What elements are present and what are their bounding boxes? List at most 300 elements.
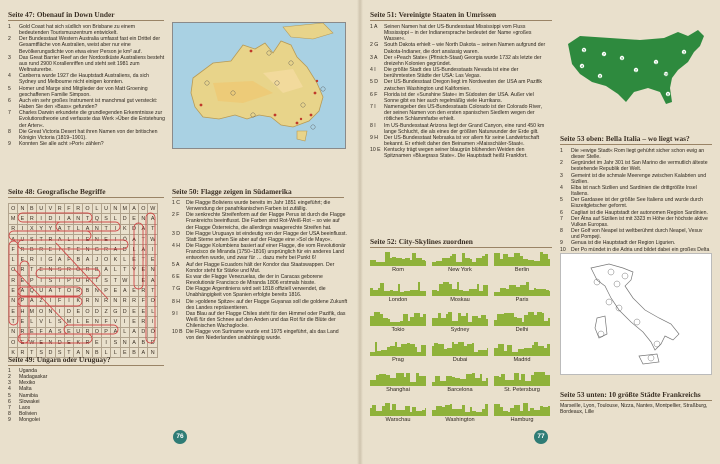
item-text: Genua ist die Hauptstadt der Region Ligurien. — [571, 240, 676, 247]
item-number: 6 F — [370, 91, 378, 98]
skyline-silhouette — [432, 400, 488, 416]
grid-cell: R — [18, 245, 27, 255]
svg-text:4: 4 — [581, 64, 583, 69]
grid-cell: S — [55, 348, 64, 358]
grid-cell: L — [92, 204, 101, 214]
grid-cell: E — [18, 255, 27, 265]
grid-cell: Y — [46, 224, 55, 234]
grid-cell: R — [74, 204, 83, 214]
grid-cell: N — [92, 286, 101, 296]
item-text: Der Golf von Neapel ist weltberühmt durch Neapel, Vesuv und Pompeji. — [571, 228, 703, 241]
skyline-city-label: Moskau — [450, 297, 470, 303]
grid-cell: K — [9, 348, 18, 358]
grid-cell: R — [83, 337, 92, 347]
item-text: Bolivien — [19, 411, 38, 418]
grid-cell: I — [111, 224, 120, 234]
grid-cell: A — [139, 245, 148, 255]
item-number: 4 H — [172, 243, 180, 250]
item-text: Der Bundesstaat Western Australia umfasst fast ein Drittel der Gesamtfläche von Australien, weist aber nur eine Bevölkerungsdichte von etwa einer Person je km² auf. — [19, 36, 161, 55]
grid-cell: E — [129, 286, 138, 296]
grid-cell: W — [148, 234, 158, 244]
grid-cell: T — [139, 255, 148, 265]
grid-cell: Z — [101, 306, 110, 316]
list-item — [370, 92, 550, 104]
item-text: Auch ein sehr großes Instrument ist manchmal gut versteckt: Haben Sie den »Bass« gefunden? — [19, 97, 158, 111]
grid-cell: I — [37, 214, 46, 224]
grid-cell: F — [64, 204, 73, 214]
list-item — [8, 129, 165, 141]
grid-cell: I — [74, 234, 83, 244]
item-number: 5 A — [172, 261, 180, 268]
grid-cell: I — [64, 296, 73, 306]
item-number: 1 — [8, 368, 11, 374]
grid-cell: W — [120, 276, 129, 286]
grid-cell: B — [27, 204, 36, 214]
grid-cell: B — [129, 348, 138, 358]
grid-cell: E — [129, 317, 138, 327]
grid-cell: O — [139, 204, 148, 214]
grid-cell: G — [111, 306, 120, 316]
list-item — [8, 110, 165, 128]
grid-cell: Y — [37, 224, 46, 234]
italy-map-graphic — [561, 254, 711, 374]
section-title-51: Seite 51: Vereinigte Staaten in Umrissen — [370, 10, 497, 19]
grid-cell: N — [148, 348, 158, 358]
item-number: 8 — [8, 128, 11, 135]
grid-cell: O — [101, 255, 110, 265]
grid-cell: A — [64, 214, 73, 224]
item-number: 4 — [560, 184, 563, 191]
item-number: 5 — [8, 85, 11, 92]
grid-cell: K — [120, 224, 129, 234]
grid-cell: T — [64, 224, 73, 234]
item-text: Cagliari ist die Hauptstadt der autonomen Region Sardinien. — [571, 209, 708, 216]
australia-map — [172, 22, 346, 149]
skyline-silhouette — [432, 250, 488, 266]
item-number: 9 — [8, 417, 11, 424]
grid-cell: E — [120, 348, 129, 358]
item-text: Es war die Flagge Venezuelas, die der in Caracas geborene Revolutionär Francisco de Miranda 1806 erstmals hisste. — [186, 273, 323, 287]
item-text: Der Po mündet in die Adria und bildet dabei ein großes Delta — [571, 246, 710, 253]
item-text: Namensgeber des US-Bundesstaats Colorado ist der Colorado River, der seinen Namen von den ersten spanischen Siedlern wegen der rötlichen Schlammfarbe erhielt. — [384, 104, 543, 123]
grid-cell: N — [74, 214, 83, 224]
item-text: Die Flagge Boliviens wurde bereits im Jahr 1851 eingeführt; die Verwendung der panafrikanischen Farben ist zufällig. — [186, 200, 331, 213]
item-text: Das Great Barrier Reef an der Nordostküste Australiens besteht aus rund 2900 Korallenriffen und steht seit 1981 zum Weltnaturerbe. — [19, 54, 165, 74]
item-number: 5 — [8, 392, 11, 399]
skyline-city-label: Paris — [515, 297, 529, 303]
grid-cell: O — [9, 265, 18, 275]
grid-cell: E — [37, 337, 46, 347]
grid-cell: D — [139, 327, 148, 337]
grid-cell: S — [111, 337, 120, 347]
grid-cell: Z — [37, 296, 46, 306]
grid-cell: Q — [92, 214, 101, 224]
skyline-silhouette — [370, 280, 426, 296]
grid-cell: E — [9, 306, 18, 316]
grid-cell: R — [9, 224, 18, 234]
skyline-silhouette — [432, 340, 488, 356]
divider — [8, 197, 164, 198]
item-text: Der »Peach State« (Pfirsich-Staat) Georgia wurde 1732 als letzte der dreizehn Kolonien gegründet. — [384, 54, 542, 67]
skyline-city-label: Sydney — [450, 327, 470, 333]
svg-text:8: 8 — [599, 74, 601, 79]
skyline-city-label: London — [388, 297, 408, 303]
grid-cell: T — [92, 276, 101, 286]
grid-cell: N — [83, 245, 92, 255]
list-item — [8, 73, 165, 85]
grid-cell: Q — [27, 286, 36, 296]
list-item — [370, 24, 550, 42]
grid-cell: L — [129, 245, 138, 255]
grid-cell: R — [83, 276, 92, 286]
grid-cell: S — [55, 265, 64, 275]
list-item — [560, 216, 712, 228]
grid-cell: A — [111, 245, 120, 255]
svg-text:7: 7 — [603, 52, 605, 57]
grid-cell: L — [74, 317, 83, 327]
grid-cell: Ö — [120, 234, 129, 244]
list-item — [172, 262, 348, 274]
grid-cell: D — [92, 306, 101, 316]
grid-cell: V — [37, 317, 46, 327]
item-number: 4 — [8, 386, 11, 393]
item-text: Malta — [19, 386, 32, 393]
list-item — [172, 231, 348, 243]
grid-cell: U — [37, 204, 46, 214]
grid-cell: H — [18, 306, 27, 316]
grid-cell: T — [64, 348, 73, 358]
item-number: 3 — [8, 380, 11, 387]
grid-cell: W — [27, 337, 36, 347]
skyline-city-label: Hamburg — [510, 417, 534, 423]
grid-cell: R — [139, 317, 148, 327]
grid-cell: O — [83, 306, 92, 316]
grid-cell: L — [74, 224, 83, 234]
item-number: 8 I — [370, 122, 376, 129]
section-title-50: Seite 50: Flagge zeigen in Südamerika — [172, 187, 292, 196]
list-item — [560, 197, 712, 209]
list-item — [370, 42, 550, 54]
divider — [172, 197, 344, 198]
item-text: Elba ist nach Sizilien und Sardinien die drittgrößte Insel Italiens. — [571, 184, 697, 198]
grid-cell: S — [55, 327, 64, 337]
grid-cell: L — [101, 348, 110, 358]
grid-cell: A — [27, 296, 36, 306]
grid-cell: E — [27, 327, 36, 337]
item-number: 7 — [8, 110, 11, 117]
grid-cell: T — [83, 214, 92, 224]
grid-cell: A — [18, 286, 27, 296]
item-text: Konnten Sie alle acht »Port« zählen? — [19, 140, 104, 147]
skyline-city-label: Shanghai — [386, 387, 410, 393]
grid-cell: R — [83, 296, 92, 306]
list-item — [172, 286, 348, 298]
list-item — [560, 160, 712, 172]
grid-cell: E — [64, 337, 73, 347]
item-text: Auf der Flagge Ecuadors hält der Kondor das Staatswappen. Der Kondor steht für Stärke und Mut. — [186, 261, 335, 274]
svg-text:6: 6 — [667, 92, 669, 97]
grid-cell: G — [46, 255, 55, 265]
grid-cell: N — [83, 348, 92, 358]
section-title-53-bottom: Seite 53 unten: 10 größte Städte Frankreichs — [560, 390, 701, 399]
item-number: 2 F — [172, 212, 180, 219]
grid-cell: V — [129, 265, 138, 275]
grid-cell: I — [55, 306, 64, 316]
grid-cell: S — [55, 317, 64, 327]
grid-cell: D — [129, 224, 138, 234]
item-number: 3 — [8, 54, 11, 61]
svg-text:1: 1 — [655, 60, 657, 65]
section-title-49: Seite 49: Ungarn oder Uruguay? — [8, 355, 111, 364]
grid-cell: K — [74, 296, 83, 306]
item-number: 10 — [560, 246, 566, 253]
grid-cell: U — [37, 286, 46, 296]
grid-cell: E — [9, 286, 18, 296]
grid-cell: O — [74, 276, 83, 286]
grid-cell: E — [74, 306, 83, 316]
item-number: 6 — [8, 398, 11, 405]
grid-cell: P — [27, 276, 36, 286]
grid-cell: N — [46, 337, 55, 347]
item-number: 3 — [560, 172, 563, 179]
grid-cell: A — [101, 265, 110, 275]
grid-cell: R — [18, 348, 27, 358]
list-item — [370, 104, 550, 122]
item-number: 3 D — [172, 230, 180, 237]
grid-cell: A — [83, 255, 92, 265]
item-text: Laos — [19, 404, 31, 411]
grid-cell: E — [74, 245, 83, 255]
grid-cell: E — [139, 265, 148, 275]
grid-cell: A — [139, 348, 148, 358]
item-number: 1 — [8, 24, 11, 30]
grid-cell: R — [9, 276, 18, 286]
item-text: Florida ist der »Sunshine State« im Südosten der USA. Außer viel Sonne gibt es hier auch regelmäßig viele Hurrikans. — [384, 91, 534, 104]
list-item — [8, 417, 88, 423]
item-number: 4 I — [370, 67, 376, 74]
svg-text:2: 2 — [635, 68, 637, 73]
grid-cell: E — [83, 234, 92, 244]
skyline-silhouette — [432, 280, 488, 296]
list-item — [8, 98, 165, 110]
item-number: 8 — [560, 228, 563, 235]
grid-cell: D — [46, 214, 55, 224]
grid-cell: E — [18, 317, 27, 327]
italy-map — [560, 253, 712, 375]
grid-cell: E — [18, 276, 27, 286]
grid-cell: L — [9, 255, 18, 265]
france-cities-text: Marseille, Lyon, Toulouse, Nizza, Nantes, Montpellier, Straßburg, Bordeaux, Lille — [560, 403, 708, 416]
section-title-47: Seite 47: Obenauf in Down Under — [8, 10, 115, 19]
item-text: Gemeint ist die schmale Meerenge zwischen Kalabrien und Sizilien. — [571, 172, 707, 185]
grid-cell: T — [120, 265, 129, 275]
answer-list-51 — [370, 24, 550, 159]
list-item — [370, 67, 550, 79]
grid-cell: M — [9, 214, 18, 224]
divider — [370, 247, 552, 248]
grid-cell: O — [74, 265, 83, 275]
item-text: Slowakei — [19, 398, 40, 405]
skyline-city-label: Barcelona — [447, 387, 473, 393]
grid-cell: O — [83, 204, 92, 214]
grid-cell: A — [74, 348, 83, 358]
grid-cell: D — [120, 245, 129, 255]
grid-cell: A — [129, 234, 138, 244]
item-text: Kentucky trägt wegen seiner blaugrün blühenden Weiden den Spitznamen »Bluegrass State«. Die Hauptstadt heißt Frankfort. — [384, 147, 528, 160]
item-number: 7 — [8, 404, 11, 411]
skyline-city-label: Delhi — [515, 327, 529, 333]
grid-cell: T — [111, 276, 120, 286]
grid-cell: R — [46, 234, 55, 244]
divider — [8, 20, 164, 21]
grid-cell: N — [111, 204, 120, 214]
grid-cell: I — [120, 317, 129, 327]
grid-cell: A — [55, 255, 64, 265]
list-item — [172, 200, 348, 212]
item-text: Der US-Bundesstaat Oregon liegt im Nordwesten der USA am Pazifik zwischen Washington und Kalifornien. — [384, 79, 542, 92]
grid-cell: A — [46, 286, 55, 296]
item-number: 1 C — [172, 200, 180, 206]
list-item — [172, 329, 348, 341]
grid-cell: E — [83, 317, 92, 327]
grid-cell: D — [55, 337, 64, 347]
grid-cell: F — [9, 245, 18, 255]
item-text: Charles Darwin erkundete die grundlegenden Erkenntnisse zur Evolutionstheorie und verfasste das Werk »Über die Entstehung der Arten«. — [19, 110, 165, 129]
item-number: 5 — [560, 197, 563, 204]
item-text: Gold Coast hat sich südlich von Brisbane zu einem bedeutenden Tourismuszentrum entwickelt. — [19, 24, 136, 37]
grid-cell: E — [148, 255, 158, 265]
list-item — [370, 55, 550, 67]
item-number: 6 — [8, 97, 11, 104]
item-text: Mexiko — [19, 380, 36, 387]
skyline-silhouette — [494, 310, 550, 326]
grid-cell: A — [120, 286, 129, 296]
svg-text:5: 5 — [583, 48, 585, 53]
item-text: Der Ätna auf Sizilien ist mit 3323 m Höhe der höchste aktive Vulkan Europas. — [571, 215, 708, 228]
grid-cell: F — [101, 317, 110, 327]
item-text: Die Flagge Kolumbiens basiert auf einer Flagge, die vom Revolutionär Francisco de Miranda (1750–1816) ursprünglich für ein anderes Land entworfen wurde, und zwar für … dazu mehr bei Punkt 6! — [186, 243, 346, 262]
grid-cell: I — [55, 245, 64, 255]
grid-cell: A — [55, 234, 64, 244]
grid-cell: N — [9, 327, 18, 337]
item-text: Madagaskar — [19, 374, 48, 381]
item-text: Die Flagge von Suriname wurde erst 1975 eingeführt, als das Land von den Niederlanden unabhängig wurde. — [186, 329, 339, 342]
skyline-silhouette — [432, 310, 488, 326]
grid-cell: A — [55, 224, 64, 234]
grid-cell: A — [83, 224, 92, 234]
divider — [370, 20, 552, 21]
grid-cell: I — [37, 276, 46, 286]
item-number: 6 — [560, 209, 563, 216]
grid-cell: B — [83, 286, 92, 296]
list-item — [370, 79, 550, 91]
grid-cell: I — [111, 234, 120, 244]
grid-cell: I — [46, 296, 55, 306]
grid-cell: R — [27, 255, 36, 265]
grid-cell: J — [92, 255, 101, 265]
item-number: 2 — [8, 36, 11, 43]
grid-cell: R — [83, 327, 92, 337]
australia-map-graphic — [173, 23, 345, 148]
grid-cell: O — [9, 337, 18, 347]
item-number: 2 — [560, 160, 563, 167]
grid-cell: E — [101, 234, 110, 244]
list-item — [8, 55, 165, 73]
grid-cell: E — [46, 245, 55, 255]
item-number: 6 E — [172, 273, 180, 280]
section-title-53-top: Seite 53 oben: Bella Italia – wo liegt was? — [560, 134, 690, 143]
item-number: 1 A — [370, 24, 378, 30]
grid-cell: R — [27, 214, 36, 224]
item-text: Die »ewige Stadt« Rom liegt gehührt sicher schon ewig an dieser Stelle. — [571, 148, 705, 161]
grid-cell: E — [92, 337, 101, 347]
grid-cell: O — [64, 286, 73, 296]
grid-cell: D — [120, 214, 129, 224]
list-item — [172, 243, 348, 261]
item-text: Der Gardasee ist der größte See Italiens und wurde durch Eiszeitgletscher geformt. — [571, 197, 704, 210]
list-item — [8, 24, 165, 36]
grid-cell: E — [139, 276, 148, 286]
divider — [560, 144, 712, 145]
grid-cell: D — [120, 306, 129, 316]
grid-cell: M — [120, 204, 129, 214]
item-number: 4 — [8, 73, 11, 80]
item-number: 10 B — [172, 329, 183, 336]
section-title-52: Seite 52: City-Skylines zuordnen — [370, 237, 473, 246]
grid-cell: D — [46, 348, 55, 358]
grid-cell: S — [101, 276, 110, 286]
list-item — [172, 299, 348, 311]
skyline-city-label: St. Petersburg — [504, 387, 540, 393]
section-title-48: Seite 48: Geografische Begriffe — [8, 187, 106, 196]
grid-cell: E — [139, 306, 148, 316]
item-text: Seinen Namen hat der US-Bundesstaat Mississippi vom Fluss Mississippi – in der Indianersprache bedeutet der Name »großes Wasser«. — [384, 24, 532, 43]
answer-list-53 — [560, 148, 712, 259]
grid-cell: R — [83, 265, 92, 275]
grid-cell: R — [101, 296, 110, 306]
grid-cell: R — [101, 245, 110, 255]
skyline-silhouette — [370, 250, 426, 266]
grid-cell: B — [27, 245, 36, 255]
grid-cell: B — [139, 337, 148, 347]
answer-list-49 — [8, 368, 88, 423]
grid-cell: I — [55, 214, 64, 224]
item-text: Der US-Bundesstaat Nebraska ist vor allem für seine Landwirtschaft bekannt. Er erhielt daher den Beinamen »Maisschäler-Staat«. — [384, 134, 540, 147]
grid-cell: A — [129, 204, 138, 214]
grid-cell: T — [64, 245, 73, 255]
grid-cell: E — [37, 265, 46, 275]
divider — [8, 365, 164, 366]
grid-cell: U — [74, 327, 83, 337]
list-item — [560, 173, 712, 185]
grid-cell: N — [9, 296, 18, 306]
grid-cell: N — [148, 265, 158, 275]
grid-cell: N — [111, 296, 120, 306]
item-text: Namibia — [19, 392, 38, 399]
grid-cell: R — [37, 245, 46, 255]
grid-cell: V — [111, 317, 120, 327]
grid-cell: M — [64, 317, 73, 327]
grid-cell: T — [148, 286, 158, 296]
grid-cell: A — [9, 234, 18, 244]
list-item — [370, 147, 550, 159]
svg-text:10: 10 — [664, 72, 668, 77]
grid-cell: T — [27, 348, 36, 358]
grid-cell: B — [92, 348, 101, 358]
svg-text:9: 9 — [621, 56, 623, 61]
grid-cell: X — [27, 224, 36, 234]
item-text: South Dakota erhielt – wie North Dakota – seinen Namen aufgrund der Dakota-Indianer, die dort ansässig waren. — [384, 42, 546, 55]
